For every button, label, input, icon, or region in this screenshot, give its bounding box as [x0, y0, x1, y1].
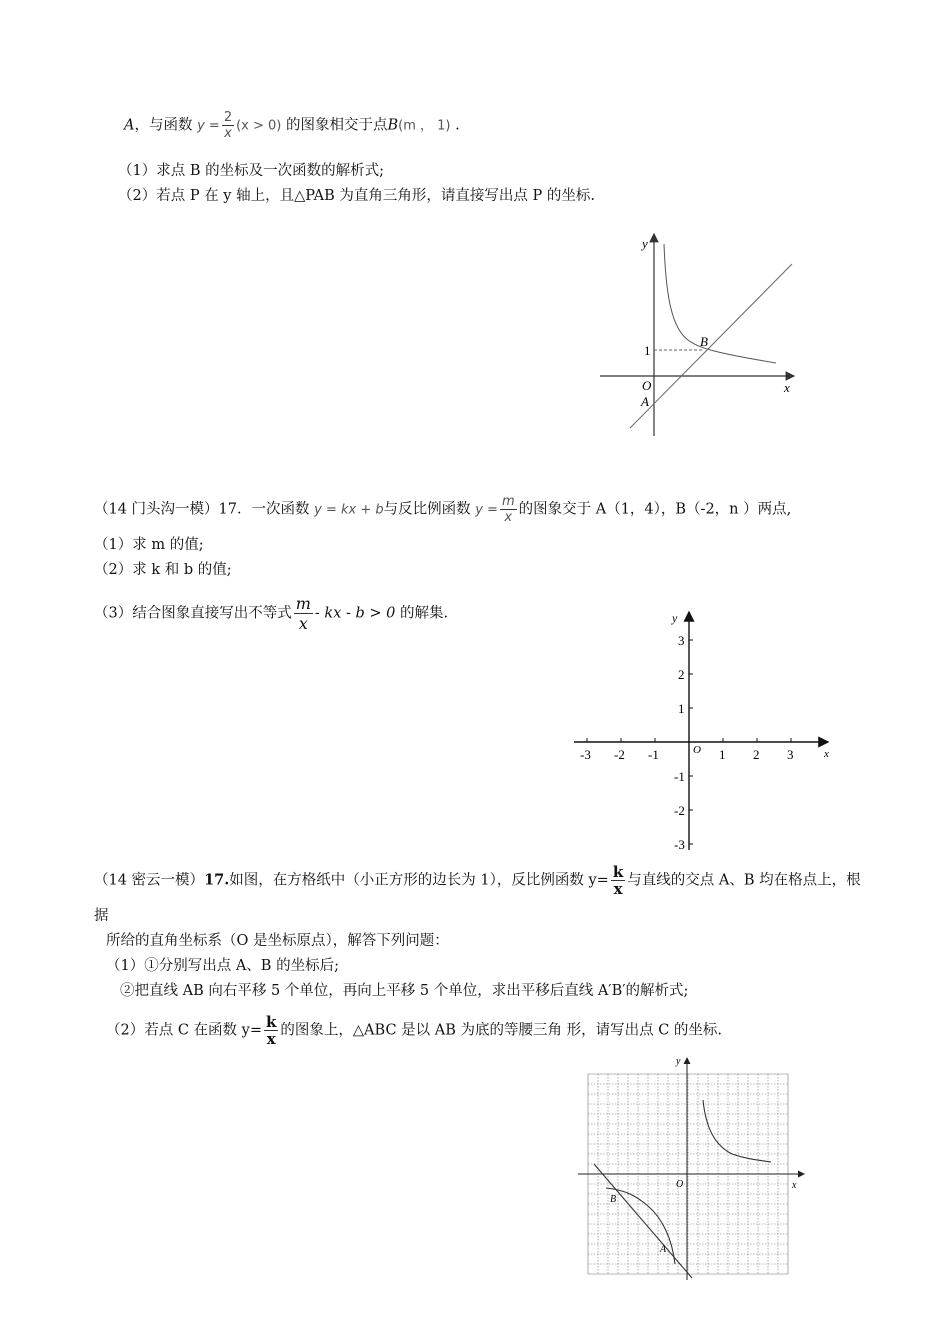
p17b-header-end: 与直线的交点 A、B 均在格点上，根 — [627, 872, 861, 889]
p17a-inv-den: x — [504, 510, 513, 525]
p16-fx-cond: (x > 0) — [236, 118, 282, 134]
p17a-y-label: y — [672, 611, 678, 625]
p17b-question-2 — [106, 1014, 722, 1047]
p17a-x-tick-label: 3 — [787, 747, 794, 762]
p17a-question-3 — [94, 594, 448, 633]
p17a-linear-fx: y = kx + b — [314, 502, 384, 518]
p17a-q3-num: m — [295, 594, 311, 613]
p16-intro — [124, 110, 460, 141]
p16-intro-end: . — [455, 117, 460, 134]
p17a-x-tick-label: -1 — [648, 747, 659, 762]
p17b-x: x — [613, 880, 623, 898]
p17a-q3-end: 的解集. — [399, 605, 449, 622]
p17a-origin-label: O — [693, 744, 701, 756]
p16-question-1: （1）求点 B 的坐标及一次函数的解析式; — [118, 163, 384, 179]
p17b-q2-post: 的图象上，△ABC 是以 AB 为底的等腰三角 形，请写出点 C 的坐标. — [280, 1022, 723, 1039]
p17a-question-2: （2）求 k 和 b 的值; — [94, 562, 232, 578]
p17b-header — [94, 864, 861, 897]
p16-fx-den: x — [224, 126, 232, 141]
p17b-origin-label: O — [676, 1179, 684, 1190]
p17b-x-label: x — [792, 1180, 797, 1191]
p16-one-label: 1 — [644, 343, 651, 358]
p17b-q2-k: k — [266, 1013, 277, 1031]
p17a-y-tick-label: 1 — [678, 701, 685, 716]
p17b-q2-fraction — [264, 1014, 278, 1047]
p16-fraction — [222, 110, 234, 141]
p17b-question-1a: （1）①分别写出点 A、B 的坐标后; — [106, 958, 339, 974]
p17a-q3-pre: （3）结合图象直接写出不等式 — [94, 605, 292, 622]
p17a-y-tick-label: -1 — [674, 769, 685, 784]
p17a-end-text: 的图象交于 A（1，4），B（-2，n ）两点, — [518, 501, 792, 518]
p17a-q3-fraction — [294, 594, 313, 633]
p16-question-2: （2）若点 P 在 y 轴上，且△PAB 为直角三角形，请直接写出点 P 的坐标. — [118, 188, 596, 204]
p16-x-label: x — [784, 380, 790, 395]
p17a-y-tick-label: -3 — [674, 837, 685, 850]
p17b-question-1b: ②把直线 AB 向右平移 5 个单位，再向上平移 5 个单位，求出平移后直线 A′B′的解析式; — [120, 983, 689, 999]
p16-intro-text1: ，与函数 — [134, 117, 193, 134]
p17a-mid-text: 与反比例函数 — [383, 501, 471, 518]
p17b-header-text: 如图，在方格纸中（小正方形的边长为 1），反比例函数 y= — [229, 872, 609, 889]
p16-intro-text2: 的图象相交于点 — [285, 117, 388, 134]
p16-fx-num: 2 — [223, 110, 233, 125]
p17b-k: k — [612, 863, 624, 881]
p16-figure — [596, 228, 806, 442]
p16-b-label: B — [700, 334, 708, 349]
p17b-b-label: B — [610, 1194, 617, 1205]
p17b-q2-x: x — [266, 1030, 276, 1048]
p17a-header — [94, 494, 791, 525]
p17b-q2-pre: （2）若点 C 在函数 y= — [106, 1022, 262, 1039]
p17b-hyperbola-upper — [703, 1100, 771, 1162]
p17a-x-tick-label: -2 — [614, 747, 625, 762]
p16-point-b: B — [387, 117, 399, 134]
p17b-grid-figure — [576, 1054, 808, 1282]
p17b-header-fraction — [611, 864, 625, 897]
p17b-intro2: 所给的直角坐标系（O 是坐标原点），解答下列问题： — [106, 933, 449, 949]
p16-a-label: A — [641, 394, 649, 409]
p16-fx-lhs: y = — [197, 118, 220, 134]
p17a-inverse-lhs: y = — [475, 502, 498, 518]
p17a-q3-den: x — [298, 614, 308, 633]
p17a-coordinate-axes — [570, 606, 840, 850]
p17a-inverse-fraction — [500, 494, 517, 525]
p17a-x-tick-label: 1 — [719, 747, 726, 762]
p16-point-a: A — [124, 117, 135, 134]
p16-origin-label: O — [642, 378, 652, 393]
p17a-question-1: （1）求 m 的值; — [94, 537, 204, 553]
p16-y-label: y — [642, 236, 648, 251]
p17a-inv-num: m — [501, 494, 515, 509]
p17a-x-tick-label: 2 — [753, 747, 760, 762]
p17a-y-tick-label: 2 — [678, 667, 685, 682]
p17a-y-tick-label: -2 — [674, 803, 685, 818]
p17b-header-pre: （14 密云一模） — [94, 872, 205, 889]
p17a-x-label: x — [824, 748, 829, 760]
p17a-header-text: （14 门头沟一模）17．一次函数 — [94, 501, 310, 518]
p17a-y-tick-label: 3 — [678, 633, 685, 648]
p17a-q3-inequality: - kx - b > 0 — [314, 605, 396, 622]
p17b-wrap: 据 — [94, 908, 109, 924]
p17b-y-label: y — [676, 1056, 681, 1067]
p17b-a-label: A — [660, 1244, 667, 1255]
p16-point-b-coords: (m ， 1) — [398, 118, 451, 134]
p17b-header-num: 17. — [204, 871, 230, 889]
p16-hyperbola — [664, 244, 776, 363]
p17a-x-tick-label: -3 — [580, 747, 591, 762]
